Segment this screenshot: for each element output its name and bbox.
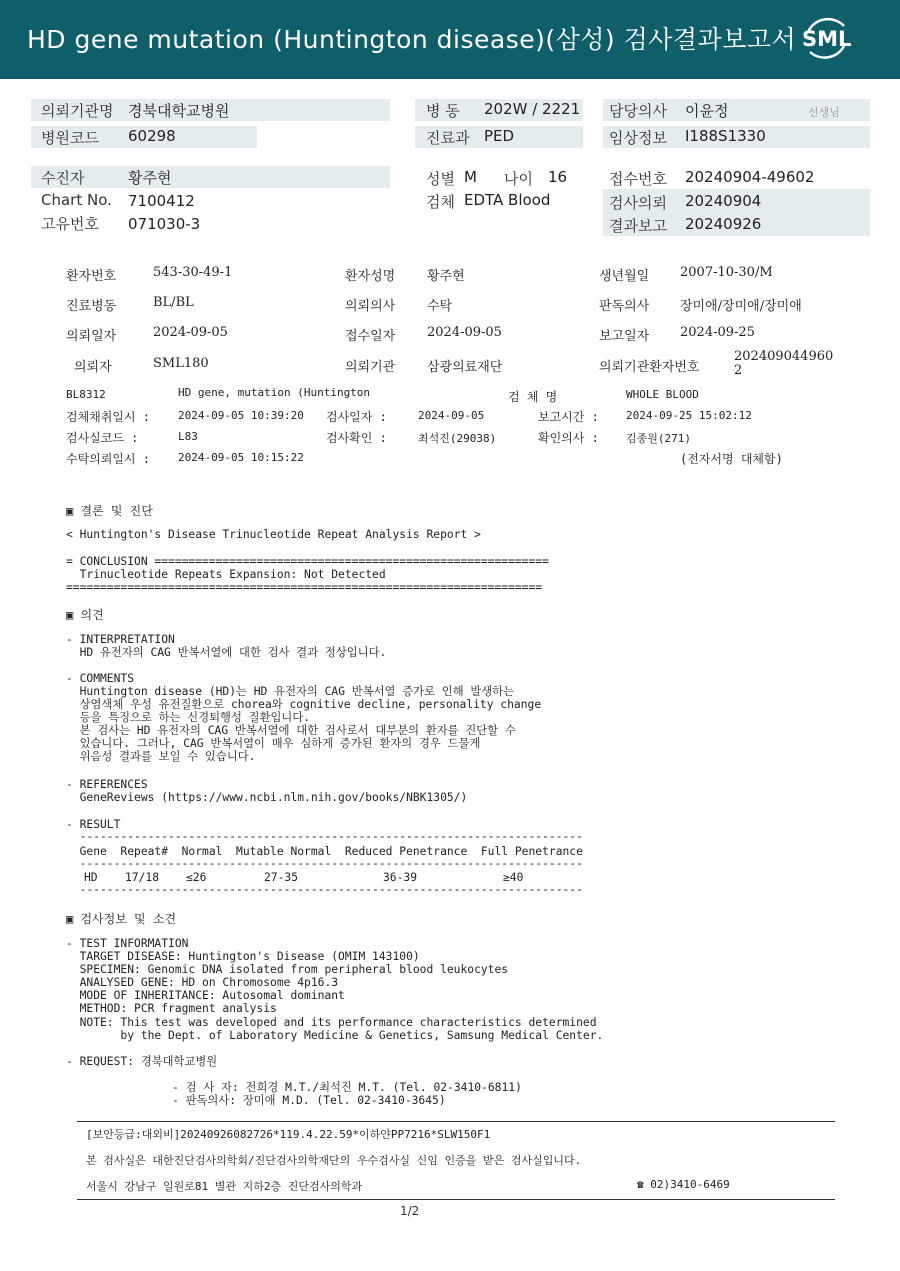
footer-divider — [77, 1121, 835, 1122]
cell-mutable: 27-35 — [264, 871, 299, 884]
pb-value: 2 — [734, 363, 743, 378]
pb-label: 의뢰기관 — [345, 360, 396, 375]
interp-text: HD 유전자의 CAG 반복서열에 대한 검사 결과 정상입니다. — [66, 646, 387, 659]
specimen-value: EDTA Blood — [464, 191, 551, 209]
interp-head: - INTERPRETATION — [66, 633, 175, 646]
pb-label: 환자성명 — [345, 269, 396, 284]
info-line: ANALYSED GENE: HD on Chromosome 4p16.3 — [66, 976, 339, 989]
hospital-code-label: 병원코드 — [41, 129, 99, 147]
tb-collect-value: 2024-09-05 10:39:20 — [178, 409, 304, 422]
pb-value: 543-30-49-1 — [153, 265, 233, 280]
institution-value: 경북대학교병원 — [128, 102, 230, 120]
pb-value: 202409044960 — [734, 349, 834, 364]
comments-head: - COMMENTS — [66, 672, 135, 685]
address-line: 서울시 강남구 일원로81 별관 지하2층 진단검사의학과 — [86, 1180, 363, 1193]
tb-reporttime-label: 보고시간 : — [538, 410, 599, 424]
comments-line: 있습니다. 그러나, CAG 반복서열이 매우 심하게 증가된 환자의 경우 드물게 — [66, 737, 481, 750]
accession-label: 접수번호 — [609, 170, 667, 188]
pb-value: 장미애/장미애/장미애 — [680, 299, 802, 314]
doctor-label: 담당의사 — [609, 102, 667, 120]
pb-label: 보고일자 — [599, 329, 650, 344]
report-header — [0, 0, 900, 79]
tb-accept-value: 2024-09-05 10:15:22 — [178, 451, 304, 464]
table-rule: -------------------------------------------------------------------------- — [66, 883, 583, 896]
sex-value: M — [464, 168, 477, 186]
section-conclusion: ▣ 결론 및 진단 — [66, 504, 153, 518]
info-line: SPECIMEN: Genomic DNA isolated from peripheral blood leukocytes — [66, 963, 509, 976]
info-line: MODE OF INHERITANCE: Autosomal dominant — [66, 989, 345, 1002]
cell-gene: HD — [84, 871, 98, 884]
tb-doctor-label: 확인의사 : — [538, 431, 599, 445]
tb-testdate-label: 검사일자 : — [326, 410, 387, 424]
pb-value: 황주현 — [427, 269, 465, 284]
request-line: - REQUEST: 경북대학교병원 — [66, 1055, 218, 1068]
clinical-value: I188S1330 — [685, 127, 766, 145]
pb-label: 진료병동 — [66, 299, 117, 314]
table-rule: -------------------------------------------------------------------------- — [66, 830, 583, 843]
tb-doctor-value: 김종원(271) — [626, 432, 691, 445]
ward-value: 202W / 2221 — [484, 100, 581, 118]
unique-value: 071030-3 — [128, 215, 201, 233]
info-head: - TEST INFORMATION — [66, 937, 189, 950]
age-value: 16 — [548, 168, 568, 186]
tb-esign: (전자서명 대체함) — [680, 452, 783, 466]
ward-label: 병 동 — [426, 102, 460, 120]
tb-reporttime-value: 2024-09-25 15:02:12 — [626, 409, 752, 422]
tb-collect-label: 검체채취일시 : — [66, 410, 151, 424]
unique-label: 고유번호 — [41, 215, 99, 233]
pb-value: SML180 — [153, 356, 209, 371]
sex-label: 성별 — [426, 170, 455, 188]
pb-value: 수탁 — [427, 299, 453, 314]
doctor-value: 이윤정 — [685, 102, 729, 120]
pb-label: 생년월일 — [599, 269, 650, 284]
tb-accept-label: 수탁의뢰일시 : — [66, 452, 151, 466]
dept-value: PED — [484, 127, 515, 145]
test-name: HD gene, mutation (Huntington — [178, 386, 371, 399]
cert-line: 본 검사실은 대한진단검사의학회/진단검사의학재단의 우수검사실 신임 인증을 받은 검사실입니다. — [86, 1154, 582, 1167]
hospital-code-value: 60298 — [128, 127, 176, 145]
cell-full: ≥40 — [503, 871, 524, 884]
info-line: METHOD: PCR fragment analysis — [66, 1002, 277, 1015]
table-rule: -------------------------------------------------------------------------- — [66, 857, 583, 870]
report-label: 결과보고 — [609, 217, 667, 235]
pb-value: 2024-09-05 — [427, 325, 502, 340]
security-line: [보안등급:대외비]20240926082726*119.4.22.59*이하얀PP7216*SLW150F1 — [86, 1128, 491, 1141]
patient-label: 수진자 — [41, 169, 85, 187]
pb-label: 판독의사 — [599, 299, 650, 314]
page-number: 1/2 — [400, 1204, 420, 1218]
test-code: BL8312 — [66, 388, 106, 401]
info-line: NOTE: This test was developed and its performance characteristics determined — [66, 1016, 597, 1029]
comments-line: 본 검사는 HD 유전자의 CAG 반복서열에 대한 검사로서 대부분의 환자를 진단할 수 — [66, 724, 516, 737]
table-header: Gene Repeat# Normal Mutable Normal Reduced Penetrance Full Penetrance — [66, 845, 583, 858]
info-line: by the Dept. of Laboratory Medicine & Genetics, Samsung Medical Center. — [66, 1029, 604, 1042]
conclusion-bar-end: ====================================================================== — [66, 581, 543, 594]
report-value: 20240926 — [685, 215, 762, 233]
pb-label: 환자번호 — [66, 269, 117, 284]
patient-value: 황주현 — [128, 169, 172, 187]
pb-value: 2024-09-25 — [680, 325, 755, 340]
doctor-suffix: 선생님 — [808, 106, 840, 119]
phone-line: ☎ 02)3410-6469 — [637, 1178, 730, 1191]
comments-line: 상염색체 우성 유전질환으로 chorea와 cognitive decline, personality change — [66, 698, 542, 711]
tb-specimen-value: WHOLE BLOOD — [626, 388, 699, 401]
request-label: 검사의뢰 — [609, 194, 667, 212]
ref-text: GeneReviews (https://www.ncbi.nlm.nih.gov/books/NBK1305/) — [66, 791, 468, 804]
comments-line: 등을 특징으로 하는 신경퇴행성 질환입니다. — [66, 711, 311, 724]
tb-specimen-label: 검 체 명 — [508, 390, 558, 404]
pb-label: 의뢰의사 — [345, 299, 396, 314]
pb-value: 삼광의료재단 — [427, 360, 503, 375]
pb-value: 2024-09-05 — [153, 325, 228, 340]
footer-divider — [77, 1199, 835, 1200]
pb-label: 의뢰기관환자번호 — [599, 360, 700, 375]
cell-reduced: 36-39 — [383, 871, 418, 884]
result-head: - RESULT — [66, 818, 121, 831]
clinical-label: 임상정보 — [609, 129, 667, 147]
ref-head: - REFERENCES — [66, 778, 148, 791]
pb-label: 접수일자 — [345, 329, 396, 344]
dept-label: 진료과 — [426, 129, 470, 147]
conclusion-bar: = CONCLUSION ========================================================== — [66, 555, 549, 568]
request-value: 20240904 — [685, 192, 762, 210]
pb-label: 의뢰일자 — [66, 329, 117, 344]
tb-labcode-label: 검사실코드 : — [66, 431, 139, 445]
cell-repeat: 17/18 — [125, 871, 160, 884]
comments-line: Huntington disease (HD)는 HD 유전자의 CAG 반복서열 증가로 인해 발생하는 — [66, 685, 515, 698]
patient-box — [31, 166, 390, 188]
tb-confirm-value: 최석진(29038) — [418, 432, 497, 445]
tb-confirm-label: 검사확인 : — [326, 431, 387, 445]
chart-label: Chart No. — [41, 191, 112, 209]
age-label: 나이 — [504, 170, 533, 188]
staff-line: - 검 사 자: 전희경 M.T./최석진 M.T. (Tel. 02-3410-6811) — [172, 1081, 522, 1094]
conclusion-text: Trinucleotide Repeats Expansion: Not Detected — [66, 568, 386, 581]
info-line: TARGET DISEASE: Huntington's Disease (OMIM 143100) — [66, 950, 420, 963]
report-title: HD gene mutation (Huntington disease)(삼성) 검사결과보고서 — [27, 25, 797, 54]
accession-value: 20240904-49602 — [685, 168, 815, 186]
pb-value: BL/BL — [153, 295, 194, 310]
section-test-info: ▣ 검사정보 및 소견 — [66, 912, 177, 926]
staff-line: - 판독의사: 장미애 M.D. (Tel. 02-3410-3645) — [172, 1094, 446, 1107]
section-opinion: ▣ 의견 — [66, 608, 104, 622]
pb-value: 2007-10-30/M — [680, 265, 773, 280]
institution-label: 의뢰기관명 — [41, 102, 114, 120]
chart-value: 7100412 — [128, 192, 195, 210]
cell-normal: ≤26 — [186, 871, 207, 884]
tb-testdate-value: 2024-09-05 — [418, 409, 485, 422]
sml-logo-text: SML — [802, 27, 852, 51]
pb-label: 의뢰자 — [74, 360, 112, 375]
comments-line: 위음성 결과를 보일 수 있습니다. — [66, 750, 256, 763]
report-title-line: < Huntington's Disease Trinucleotide Repeat Analysis Report > — [66, 528, 481, 541]
tb-labcode-value: L83 — [178, 430, 198, 443]
specimen-label: 검체 — [426, 193, 455, 211]
